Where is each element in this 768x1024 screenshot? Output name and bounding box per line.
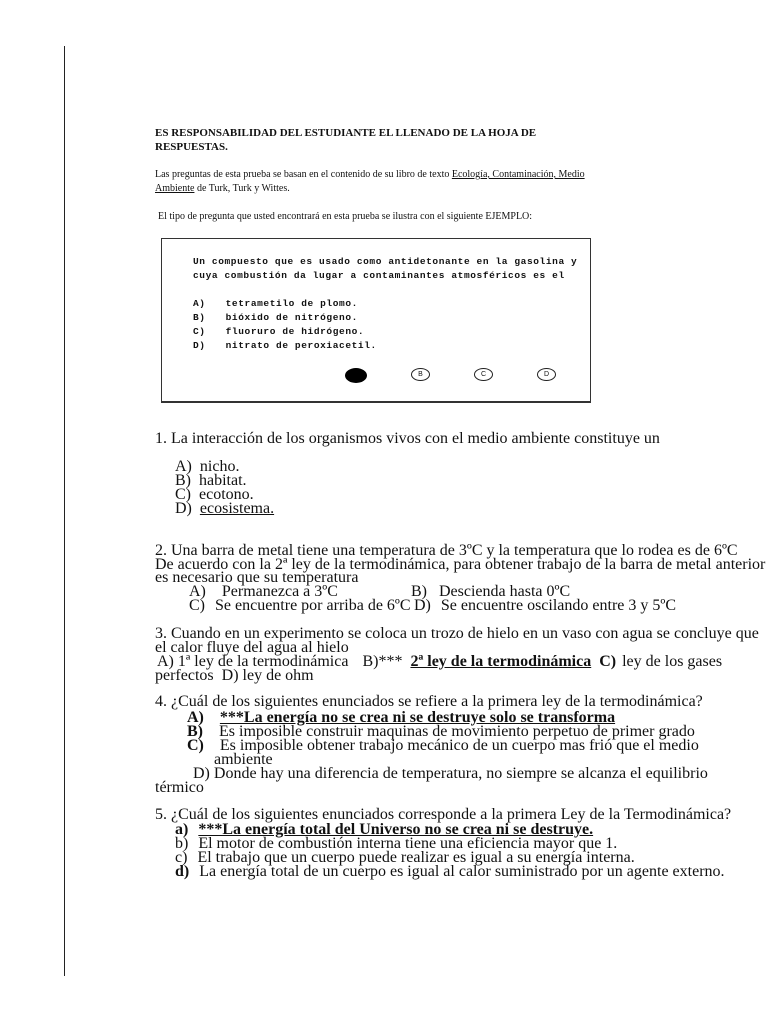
option-text: tetrametilo de plomo. bbox=[225, 298, 358, 309]
question-2-line-1: 2. Una barra de metal tiene una temperatura de 3ºC y la temperatura que lo rodea es de 6ºC bbox=[155, 542, 738, 559]
page-title: ES RESPONSABILIDAD DEL ESTUDIANTE EL LLENADO DE LA HOJA DE RESPUESTAS. bbox=[155, 127, 537, 153]
option-text-correct: ***La energía total del Universo no se crea ni se destruye. bbox=[198, 821, 594, 838]
option-key: D) bbox=[414, 597, 431, 614]
option-key: c) bbox=[175, 849, 188, 866]
answer-bubble-c: C bbox=[474, 368, 493, 381]
example-option-c bbox=[193, 326, 364, 337]
intro-text-end: de Turk, Turk y Wittes. bbox=[194, 183, 290, 194]
option-key: D) bbox=[193, 340, 206, 351]
question-3-option-c-continued: perfectos bbox=[155, 667, 214, 684]
example-option-a bbox=[193, 298, 358, 309]
intro-paragraph bbox=[155, 168, 585, 196]
question-4-stem: 4. ¿Cuál de los siguientes enunciados se refiere a la primera ley de la termodinámica? bbox=[155, 693, 703, 710]
option-text: ecotono. bbox=[199, 486, 254, 503]
question-3-line-2: el calor fluye del agua al hielo bbox=[155, 639, 349, 656]
option-text: nitrato de peroxiacetil. bbox=[225, 340, 377, 351]
option-text: Es imposible obtener trabajo mecánico de un cuerpo mas frió que el medio bbox=[219, 737, 699, 754]
example-stem-line-1: Un compuesto que es usado como antidetonante en la gasolina y bbox=[193, 256, 578, 267]
example-stem-line-2: cuya combustión da lugar a contaminantes atmosféricos es el bbox=[193, 270, 565, 281]
option-text-correct: ***La energía no se crea ni se destruye solo se transforma bbox=[219, 709, 616, 726]
option-text: Se encuentre oscilando entre 3 y 5ºC bbox=[440, 597, 676, 614]
option-key: C) bbox=[193, 326, 206, 337]
option-key: C) bbox=[187, 737, 204, 754]
intro-text-start: Las preguntas de esta prueba se basan en el contenido de su libro de texto bbox=[155, 169, 452, 180]
question-4-option-c-continued: ambiente bbox=[214, 751, 273, 768]
question-3-line-1: 3. Cuando en un experimento se coloca un trozo de hielo en un vaso con agua se concluye que bbox=[155, 625, 759, 642]
option-key: C) bbox=[189, 597, 205, 614]
option-key: B) bbox=[411, 583, 427, 600]
example-option-b bbox=[193, 312, 358, 323]
option-text: Se encuentre por arriba de 6ºC bbox=[215, 597, 411, 614]
option-key: a) bbox=[175, 821, 189, 838]
option-text: El motor de combustión interna tiene una eficiencia mayor que 1. bbox=[198, 835, 618, 852]
option-key: B) bbox=[175, 472, 191, 489]
option-key: A) bbox=[175, 458, 192, 475]
option-text: Descienda hasta 0ºC bbox=[439, 583, 571, 600]
example-intro: El tipo de pregunta que usted encontrará en esta prueba se ilustra con el siguiente EJEMPLO: bbox=[158, 211, 533, 222]
option-text: La energía total de un cuerpo es igual al calor suministrado por un agente externo. bbox=[199, 863, 725, 880]
answer-bubble-d: D bbox=[537, 368, 556, 381]
option-text: Permanezca a 3ºC bbox=[221, 583, 338, 600]
question-2-line-3: es necesario que su temperatura bbox=[155, 569, 359, 586]
option-text: fluoruro de hidrógeno. bbox=[225, 326, 365, 337]
textbook-title: Ecología, Contaminación, Medio Ambiente bbox=[155, 169, 585, 194]
option-text: nicho. bbox=[199, 458, 240, 475]
question-3-option-d: D) ley de ohm bbox=[221, 667, 314, 684]
example-option-d bbox=[193, 340, 377, 351]
question-3-option-c-key: C) bbox=[599, 653, 617, 670]
question-5-option-d bbox=[175, 863, 725, 881]
question-3-option-a: A) 1ª ley de la termodinámica bbox=[157, 653, 349, 670]
option-text: Es imposible construir maquinas de movimiento perpetuo de primer grado bbox=[219, 723, 695, 740]
question-4-option-d-continued: térmico bbox=[155, 779, 204, 796]
option-text-correct: ecosistema. bbox=[199, 500, 275, 517]
option-text: bióxido de nitrógeno. bbox=[225, 312, 358, 323]
option-key: A) bbox=[189, 583, 206, 600]
option-key: A) bbox=[187, 709, 204, 726]
question-2-option-d bbox=[414, 597, 676, 615]
question-3-option-c-text: ley de los gases bbox=[622, 653, 723, 670]
answer-bubble-a-filled bbox=[345, 368, 367, 383]
answer-bubble-b: B bbox=[411, 368, 430, 381]
question-1-option-d bbox=[175, 500, 274, 518]
option-key: B) bbox=[187, 723, 203, 740]
page-margin-line bbox=[64, 46, 65, 976]
question-2-option-c bbox=[189, 597, 411, 615]
option-key: C) bbox=[175, 486, 191, 503]
option-key: A) bbox=[193, 298, 206, 309]
option-key: B) bbox=[193, 312, 206, 323]
option-text: habitat. bbox=[199, 472, 247, 489]
option-text: El trabajo que un cuerpo puede realizar es igual a su energía interna. bbox=[197, 849, 635, 866]
question-1-stem: 1. La interacción de los organismos vivos con el medio ambiente constituye un bbox=[155, 430, 660, 447]
question-5-stem: 5. ¿Cuál de los siguientes enunciados corresponde a la primera Ley de la Termodinámica? bbox=[155, 806, 732, 823]
option-key: D) bbox=[175, 500, 192, 517]
question-4-option-d: D) Donde hay una diferencia de temperatura, no siempre se alcanza el equilibrio bbox=[193, 765, 708, 782]
question-3-line-4 bbox=[155, 667, 314, 685]
question-3-option-b-correct: 2ª ley de la termodinámica bbox=[410, 653, 592, 670]
option-key: d) bbox=[175, 863, 190, 880]
option-key: b) bbox=[175, 835, 189, 852]
question-3-option-b-prefix: B)*** bbox=[362, 653, 403, 670]
question-2-line-2: De acuerdo con la 2ª ley de la termodinámica, para obtener trabajo de la barra de metal anterior bbox=[155, 556, 766, 573]
